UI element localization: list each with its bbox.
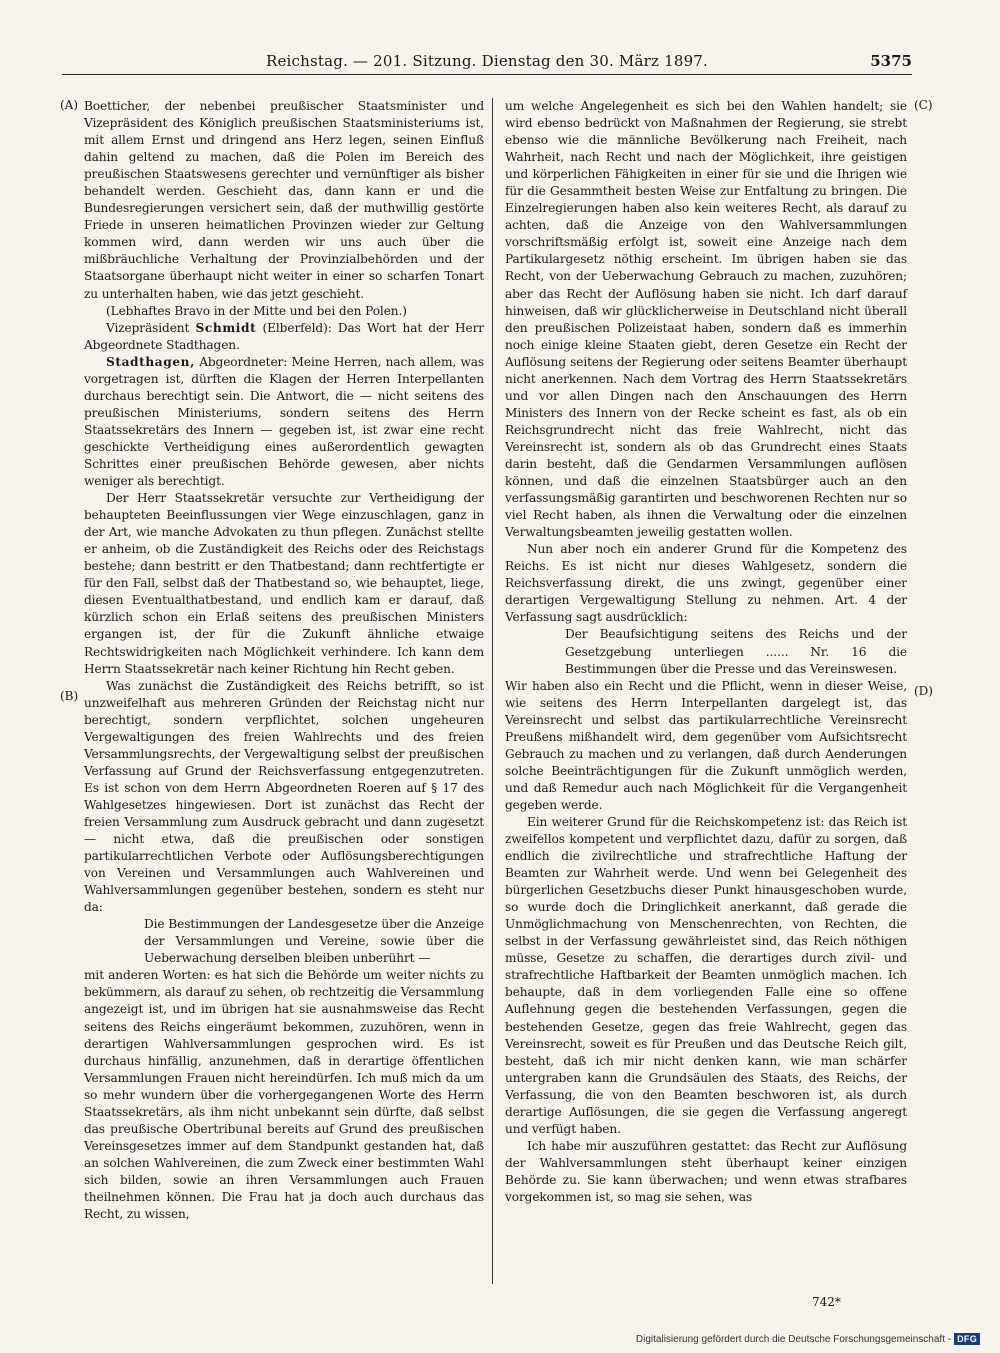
margin-marker-c: (C) xyxy=(914,98,933,112)
column-divider xyxy=(492,98,493,1284)
paragraph: Der Herr Staatssekretär versuchte zur Vertheidigung der behaupteten Beeinflussungen vier Wege einzuschlagen, ganz in der Art, wie manche Advokaten zu thun pflegen. Zunächst stellte er anheim, ob die Zuständigkeit des Reichs oder des Reichstags bestehe; dann bestritt er den Thatbestand; dann rechtfertigte er für den Fall, selbst daß der Thatbestand so, wie behauptet, liege, diesen Eventualthatbestand, und endlich kam er darauf, daß kürzlich schon ein Erlaß seitens des preußischen Ministers ergangen ist, der für die Zukunft ähnliche etwaige Rechtswidrigkeiten nach Möglichkeit verhindere. Ich kann dem Herrn Staatssekretär nach keiner Richtung hin Recht geben. xyxy=(84,491,484,676)
interjection: (Lebhaftes Bravo in der Mitte und bei den Polen.) xyxy=(106,303,407,318)
block-quote: Der Beaufsichtigung seitens des Reichs und der Gesetzgebung unterliegen ...... Nr. 16 die Bestimmungen über die Presse und das Vereinswesen. xyxy=(565,627,907,676)
paragraph xyxy=(84,320,484,354)
digitization-footer xyxy=(636,1333,980,1345)
paragraph: Nun aber noch ein anderer Grund für die Kompetenz des Reichs. Es ist nicht nur dieses Wahlgesetz, sondern die Reichsverfassung direkt, die uns zwingt, gegenüber einer derartigen Vergewaltigung Stellung zu nehmen. Art. 4 der Verfassung sagt ausdrücklich: xyxy=(505,542,907,625)
speaker-role: Vizepräsident xyxy=(106,320,190,335)
paragraph: Wir haben also ein Recht und die Pflicht, wenn in dieser Weise, wie seitens des Herrn Interpellanten dargelegt ist, das Vereinsrecht und selbst das partikularrechtliche Vereinsrecht Preußens mißhandelt wird, dem gegenüber vom Aufsichtsrecht Gebrauch zu machen und zu verlangen, daß durch Aenderungen solche Beeinträchtigungen für die Zukunft unmöglich werden, und daß Remedur auch nach Möglichkeit für die Vergangenheit gegeben werde. xyxy=(505,678,907,812)
block-quote: Die Bestimmungen der Landesgesetze über die Anzeige der Versammlungen und Vereine, sowie über die Ueberwachung derselben bleiben unberührt — xyxy=(144,917,484,966)
margin-marker-d: (D) xyxy=(914,684,933,698)
margin-marker-b: (B) xyxy=(60,689,79,703)
paragraph: Ich habe mir auszuführen gestattet: das Recht zur Auflösung der Wahlversammlungen steht überhaupt keiner einzigen Behörde zu. Sie kann überwachen; und wenn etwas strafbares vorgekommen ist, so mag sie sehen, was xyxy=(505,1138,907,1204)
digitization-note: Digitalisierung gefördert durch die Deutsche Forschungsgemeinschaft - xyxy=(635,1333,952,1345)
left-column xyxy=(84,98,484,1223)
dfg-logo: DFG xyxy=(954,1333,980,1345)
page-number: 5375 xyxy=(870,52,912,70)
paragraph: um welche Angelegenheit es sich bei den Wahlen handelt; sie wird ebenso bedrückt von Maßnahmen der Regierung, sie strebt ebenso wie die männliche Bevölkerung nach Freiheit, nach Wahrheit, nach Recht und nach der Möglichkeit, ihre geistigen und körperlichen Fähigkeiten in einer für sie und die Ihrigen wie für die Gesammtheit besten Weise zur Entfaltung zu bringen. Die Einzelregierungen haben also kein weiteres Recht, als darauf zu achten, daß die Anzeige von den Wahlversammlungen vorschriftsmäßig erfolgt ist, soweit eine Anzeige nach dem Partikulargesetz nöthig erscheint. Im übrigen haben sie das Recht, von der Ueberwachung Gebrauch zu machen, zuzuhören; aber das Recht der Auflösung haben sie nicht. Ich darf darauf hinweisen, daß wir glücklicherweise in Deutschland nicht überall den preußischen Polizeistaat haben, sondern daß es immerhin noch einige kleine Staaten giebt, deren Gesetze ein Recht der Auflösung seitens der Regierung oder seitens Beamter überhaupt nicht anerkennen. Nach dem Vortrag des Herrn Staatssekretärs und vor allen Dingen nach den Anschauungen des Herrn Ministers des Innern von der Recke scheint es fast, als ob ein Reichsgrundrecht nicht das freie Wahlrecht, nicht das Vereinsrecht ist, sondern als ob das Grundrecht eines Staats darin besteht, daß die Gendarmen Versammlungen auflösen können, und daß die einzelnen Staatsbürger auch an den verfassungsmäßig garantirten und beschworenen Rechten nur so viel Recht haben, als ihnen die Verwaltung oder die einzelnen Verwaltungsbeamten jeweilig gestatten wollen. xyxy=(505,99,907,540)
paragraph: Ein weiterer Grund für die Reichskompetenz ist: das Reich ist zweifellos kompetent und verpflichtet dazu, dafür zu sorgen, daß endlich die zivilrechtliche und strafrechtliche Haftung der Beamten zur Wahrheit werde. Und wenn bei Gelegenheit des bürgerlichen Gesetzbuchs dieser Punkt hinausgeschoben wurde, so wurde doch die Dringlichkeit anerkannt, daß gerade die Unmöglichmachung von Menschenrechten, von Rechten, die selbst in der Verfassung gewährleistet sind, das Reich nöthigen müsse, Gesetze zu schaffen, die derartiges durch zivil- und strafrechtliche Haftbarkeit der Beamten unmöglich machen. Ich behaupte, daß in dem vorliegenden Falle eine so offene Auflehnung gegen die bestehenden Verfassungen, gegen die bestehenden Gesetze, gegen das freie Wahlrecht, gegen das Vereinsrecht, soweit es für Preußen und das Deutsche Reich gilt, besteht, daß ich mir nicht denken kann, wie man schärfer untergraben kann die Grundsäulen des Staats, des Reichs, der Verfassung, die von den Beamten beschworen ist, als durch derartige Auflösungen, die sie gegen die Verfassung angeregt und verfügt haben. xyxy=(505,814,907,1136)
page-header xyxy=(62,50,912,75)
right-column xyxy=(505,98,907,1206)
speaker-name: Stadthagen, xyxy=(106,354,195,369)
speaker-name: Schmidt xyxy=(195,320,257,335)
signature-mark: 742* xyxy=(812,1295,841,1309)
paragraph: Was zunächst die Zuständigkeit des Reichs betrifft, so ist unzweifelhaft aus mehreren Gründen der Reichstag nicht nur berechtigt, sondern verpflichtet, solchen ungeheuren Vergewaltigungen des freien Wahlrechts und des freien Versammlungsrechts, der Vergewaltigung selbst der preußischen Verfassung auf Grund der Reichsverfassung entgegenzutreten. Es ist schon von dem Herrn Abgeordneten Roeren auf § 17 des Wahlgesetzes hingewiesen. Dort ist zunächst das Recht der freien Versammlung zum Ausdruck gebracht und dann zugesetzt — nicht etwa, daß die preußischen oder sonstigen partikularrechtlichen Verbote oder Auflösungsberechtigungen von Vereinen und Versammlungen auch Wahlvereinen und Wahlversammlungen gegenüber bestehen, sondern es steht nur da: xyxy=(84,678,484,915)
paragraph: Boetticher, der nebenbei preußischer Staatsminister und Vizepräsident des Königlich preußischen Staatsministeriums ist, mit allem Ernst und dringend ans Herz legen, seinen Einfluß dahin geltend zu machen, daß die Polen im Bereich des preußischen Staatswesens gerechter und vernünftiger als bisher behandelt werden. Geschieht das, dann kann er und die Bundesregierungen versichert sein, daß der muthwillig gestörte Friede in unseren heimatlichen Provinzen wieder zur Geltung kommen wird, dann werden wir uns auch über die mißbräuchliche Verhaltung der Provinzialbehörden und der Staatsorgane überhaupt nicht weiter in einer so scharfen Tonart zu unterhalten haben, wie das jetzt geschieht. xyxy=(84,99,484,301)
speaker-text: (Elberfeld): Das Wort hat der Herr Abgeordnete Stadthagen. xyxy=(84,320,484,352)
margin-marker-a: (A) xyxy=(60,98,79,112)
header-title: Reichstag. — 201. Sitzung. Dienstag den 30. März 1897. xyxy=(265,52,709,70)
speaker-text: Abgeordneter: Meine Herren, nach allem, was vorgetragen ist, dürften die Klagen der Herren Interpellanten durchaus berechtigt sein. Die Antwort, die — nicht seitens des preußischen Ministeriums, sondern seitens des Herrn Staatssekretärs des Innern — gegeben ist, ist zwar eine recht geschickte Vertheidigung eines außerordentlich gewagten Schrittes einer preußischen Behörde gewesen, aber nichts weniger als berechtigt. xyxy=(84,354,484,489)
paragraph xyxy=(84,354,484,490)
paragraph: mit anderen Worten: es hat sich die Behörde um weiter nichts zu bekümmern, als darauf zu sehen, ob rechtzeitig die Versammlung angezeigt ist, und im übrigen hat sie ausnahmsweise das Recht seitens des Reichs eingeräumt bekommen, zuzuhören, wenn in derartigen Wahlversammlungen gesprochen wird. Es ist durchaus hinfällig, anzunehmen, daß in derartige öffentlichen Versammlungen Frauen nicht hereindürfen. Ich muß mich da um so mehr wundern über die vorhergegangenen Worte des Herrn Staatssekretärs, als ihm nicht unbekannt sein dürfte, daß selbst das preußische Obertribunal bereits auf Grund des preußischen Vereinsgesetzes immer auf dem Standpunkt gestanden hat, daß an solchen Wahlvereinen, die zum Zweck einer bestimmten Wahl sich bilden, sowie an ihren Versammlungen auch Frauen theilnehmen können. Die Frau hat ja doch auch durchaus das Recht, zu wissen, xyxy=(84,968,484,1222)
